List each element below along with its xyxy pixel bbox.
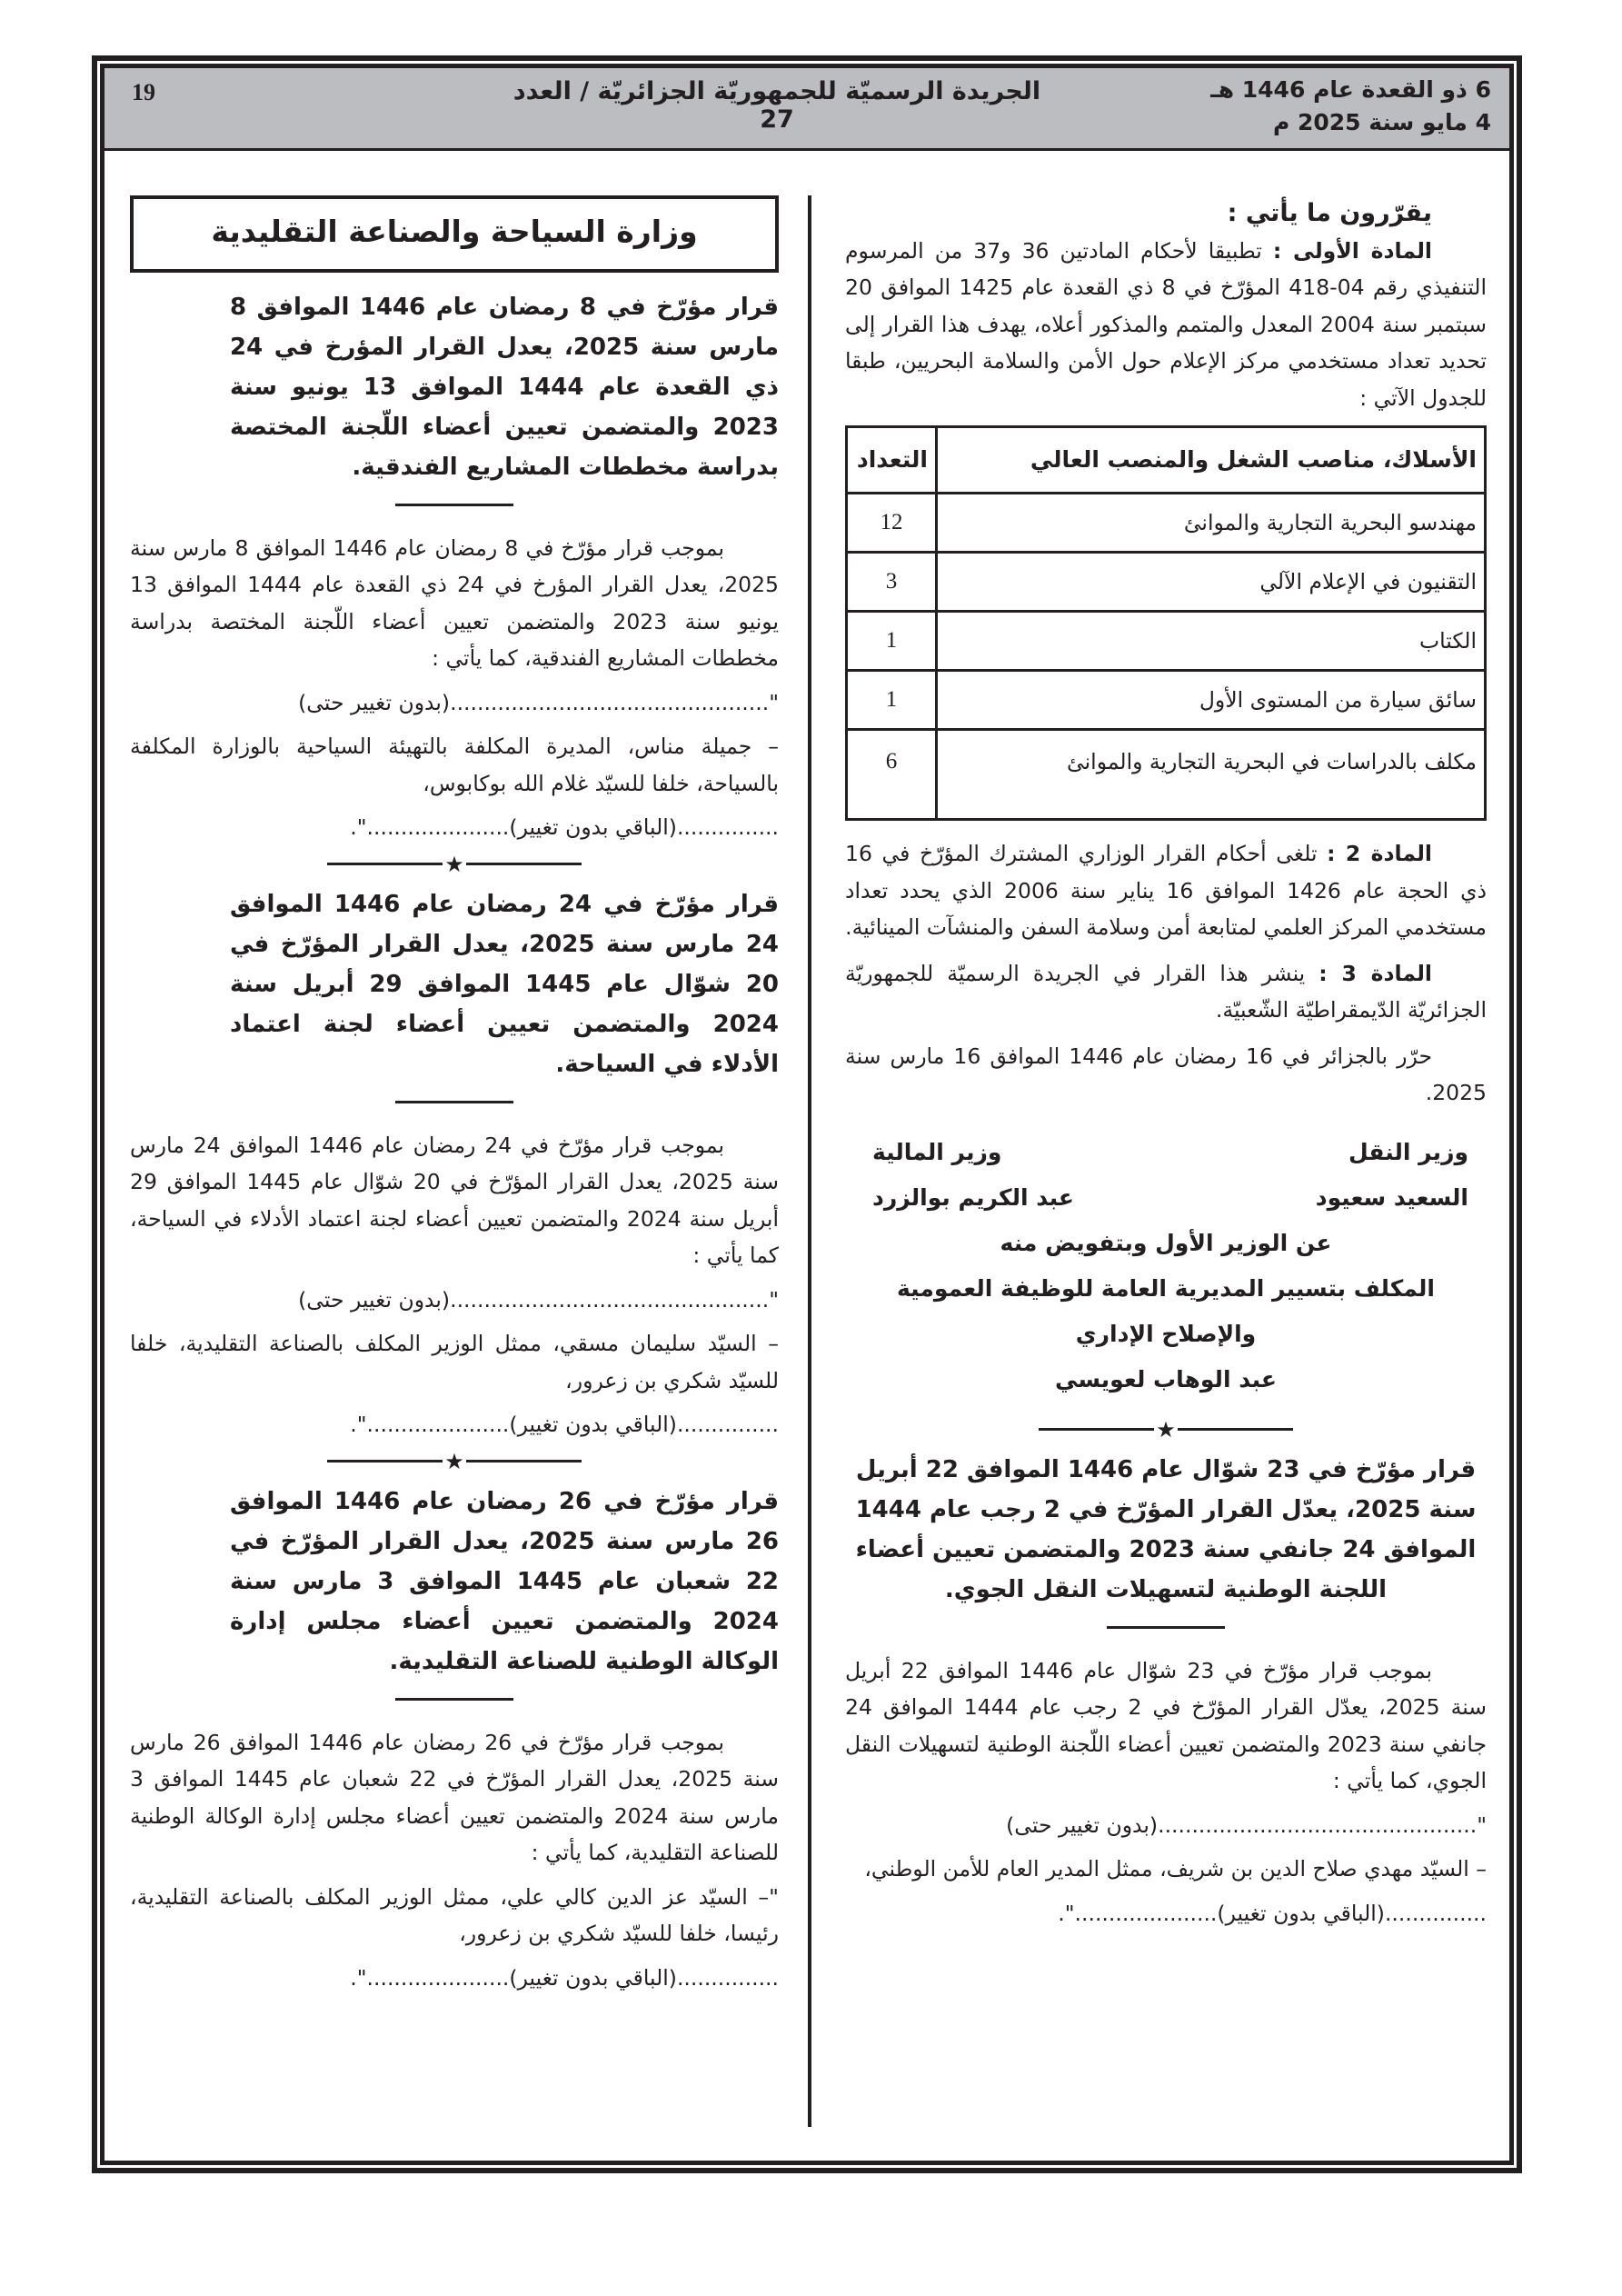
staffing-table — [845, 425, 1487, 821]
star-separator — [327, 851, 582, 877]
pm-delegate-title-1: المكلف بتسيير المديرية العامة للوظيفة العمومية — [896, 1274, 1435, 1302]
decision-body: بموجب قرار مؤرّخ في 24 رمضان عام 1446 الموافق 24 مارس سنة 2025، يعدل القرار المؤرّخ في 20 شوّال عام 1445 الموافق 29 أبريل سنة 2024 والمتضمن تعيين أعضاء لجنة اعتماد الأدلاء في السياحة، كما يأتي : — [130, 1132, 779, 1268]
cell-position: مكلف بالدراسات في البحرية التجارية والموانئ — [937, 730, 1486, 820]
page-number: 19 — [132, 79, 155, 105]
cell-count: 1 — [847, 671, 937, 730]
gregorian-date: 4 مايو سنة 2025 م — [1272, 109, 1491, 135]
unchanged-until: "...............................................(بدون تغيير حتى) — [298, 689, 779, 715]
table-row — [847, 730, 1486, 820]
short-separator — [1107, 1626, 1225, 1629]
member-item: "– السيّد عز الدين كالي علي، ممثل الوزير المكلف بالصناعة التقليدية، رئيسا، خلفا للسيّد شكري بن زعرور، — [130, 1883, 779, 1946]
decision-body: بموجب قرار مؤرّخ في 8 رمضان عام 1446 الموافق 8 مارس سنة 2025، يعدل القرار المؤرخ في 24 ذي القعدة عام 1444 الموافق 13 يونيو سنة 2023 والمتضمن تعيين أعضاء اللّجنة المختصة بدراسة مخططات المشاريع الفندقية، كما يأتي : — [130, 534, 779, 671]
member-item: – السيّد سليمان مسقي، ممثل الوزير المكلف بالصناعة التقليدية، خلفا للسيّد شكري بن زعرور، — [130, 1331, 779, 1393]
article-1 — [845, 233, 1487, 417]
decision-title: قرار مؤرّخ في 23 شوّال عام 1446 الموافق 22 أبريل سنة 2025، يعدّل القرار المؤرّخ في 2 رجب عام 1444 الموافق 24 جانفي سنة 2023 والمتضمن تعيين أعضاء اللجنة الوطنية لتسهيلات النقل الجوي. — [855, 1455, 1477, 1603]
minister-transport-name: السعيد سعيود — [1315, 1183, 1468, 1211]
star-separator — [327, 1448, 582, 1474]
star-icon: ★ — [1156, 1416, 1176, 1442]
column-header-count: التعداد — [847, 427, 937, 494]
cell-count: 1 — [847, 612, 937, 671]
short-separator — [395, 1101, 513, 1103]
decision-body: بموجب قرار مؤرّخ في 26 رمضان عام 1446 الموافق 26 مارس سنة 2025، يعدل القرار المؤرّخ في 22 شعبان عام 1445 الموافق 3 مارس سنة 2024 والمتضمن تعيين أعضاء مجلس إدارة الوكالة الوطنية للصناعة التقليدية، كما يأتي : — [130, 1729, 779, 1865]
cell-position: التقنيون في الإعلام الآلي — [937, 553, 1486, 612]
table-row — [847, 553, 1486, 612]
pm-delegate-name: عبد الوهاب لعويسي — [1055, 1365, 1277, 1393]
article-2-text: تلغى أحكام القرار الوزاري المشترك المؤرّخ في 16 ذي الحجة عام 1426 الموافق 16 يناير سنة 2006 الذي يحدد تعداد مستخدمي المركز العلمي لمتابعة أمن وسلامة السفن والمنشآت المينائية. — [845, 841, 1488, 940]
table-row — [847, 671, 1486, 730]
minister-finance-title: وزير المالية — [872, 1138, 1002, 1165]
signatory-titles-row — [845, 1130, 1487, 1175]
article-1-label: المادة الأولى : — [1272, 237, 1432, 264]
unchanged-until: "...............................................(بدون تغيير حتى) — [1006, 1812, 1487, 1838]
right-column — [845, 195, 1487, 1939]
table-row — [847, 612, 1486, 671]
cell-position: سائق سيارة من المستوى الأول — [937, 671, 1486, 730]
article-3-label: المادة 3 : — [1318, 960, 1432, 986]
column-header-position: الأسلاك، مناصب الشغل والمنصب العالي — [937, 427, 1486, 494]
issue-date — [1210, 74, 1491, 139]
minister-finance-name: عبد الكريم بوالزرد — [872, 1183, 1074, 1211]
cell-count: 6 — [847, 730, 937, 820]
star-separator — [1039, 1416, 1293, 1442]
decision-title: قرار مؤرّخ في 24 رمضان عام 1446 الموافق 24 مارس سنة 2025، يعدل القرار المؤرّخ في 20 شوّال عام 1445 الموافق 29 أبريل سنة 2024 والمتضمن تعيين أعضاء لجنة اعتماد الأدلاء في السياحة. — [230, 890, 780, 1078]
cell-count: 12 — [847, 494, 937, 553]
star-icon: ★ — [444, 851, 464, 877]
short-separator — [395, 504, 513, 506]
short-separator — [395, 1698, 513, 1701]
table-header-row — [847, 427, 1486, 494]
column-divider — [808, 195, 811, 2127]
pm-delegation: عن الوزير الأول وبتفويض منه — [1000, 1229, 1332, 1256]
journal-title: الجريدة الرسميّة للجمهوريّة الجزائريّة / العدد 27 — [512, 77, 1041, 134]
page-header — [104, 68, 1509, 151]
article-3-text: ينشر هذا القرار في الجريدة الرسميّة للجمهوريّة الجزائريّة الدّيمقراطيّة الشّعبيّة. — [845, 960, 1487, 1023]
signatory-names-row — [845, 1175, 1487, 1221]
cell-position: الكتاب — [937, 612, 1486, 671]
hijri-date: 6 ذو القعدة عام 1446 هـ — [1210, 76, 1491, 103]
rest-unchanged: ...............(الباقي بدون تغيير).....................". — [350, 814, 779, 840]
unchanged-until: "...............................................(بدون تغيير حتى) — [298, 1286, 779, 1313]
rest-unchanged: ...............(الباقي بدون تغيير).....................". — [350, 1964, 779, 1991]
decision-title: قرار مؤرّخ في 8 رمضان عام 1446 الموافق 8 مارس سنة 2025، يعدل القرار المؤرخ في 24 ذي القعدة عام 1444 الموافق 13 يونيو سنة 2023 والمتضمن تعيين أعضاء اللّجنة المختصة بدراسة مخططات المشاريع الفندقية. — [230, 293, 779, 481]
left-column — [130, 195, 779, 2003]
article-2-label: المادة 2 : — [1327, 841, 1432, 866]
pm-delegate-title-2: والإصلاح الإداري — [1075, 1320, 1257, 1347]
cell-count: 3 — [847, 553, 937, 612]
member-item: – السيّد مهدي صلاح الدين بن شريف، ممثل المدير العام للأمن الوطني، — [864, 1856, 1487, 1882]
star-icon: ★ — [444, 1448, 464, 1474]
decides-heading: يقرّرون ما يأتي : — [1227, 199, 1432, 227]
member-item: – جميلة مناس، المديرة المكلفة بالتهيئة السياحية بالوزارة المكلفة بالسياحة، خلفا للسيّد غلام الله بوكابوس، — [130, 734, 779, 796]
table-row — [847, 494, 1486, 553]
rest-unchanged: ...............(الباقي بدون تغيير).....................". — [350, 1412, 779, 1437]
article-1-text: تطبيقا لأحكام المادتين 36 و37 من المرسوم التنفيذي رقم 04-418 المؤرّخ في 8 ذي القعدة عام 1425 الموافق 20 سبتمبر سنة 2004 المعدل والمتمم والمذكور أعلاه، يهدف هذا القرار إلى تحديد تعداد مستخدمي مركز الإعلام حول الأمن والسلامة البحريين، طبقا للجدول الآتي : — [845, 237, 1487, 411]
article-3 — [845, 955, 1487, 1029]
rest-unchanged: ...............(الباقي بدون تغيير).....................". — [1058, 1900, 1487, 1926]
ministry-heading: وزارة السياحة والصناعة التقليدية — [130, 195, 779, 273]
article-2 — [845, 835, 1487, 946]
minister-transport-title: وزير النقل — [1348, 1138, 1468, 1165]
decision-title: قرار مؤرّخ في 26 رمضان عام 1446 الموافق 26 مارس سنة 2025، يعدل القرار المؤرّخ في 22 شعبان عام 1445 الموافق 3 مارس سنة 2024 والمتضمن تعيين أعضاء مجلس إدارة الوكالة الوطنية للصناعة التقليدية. — [230, 1487, 780, 1675]
cell-position: مهندسو البحرية التجارية والموانئ — [937, 494, 1486, 553]
decision-body: بموجب قرار مؤرّخ في 23 شوّال عام 1446 الموافق 22 أبريل سنة 2025، يعدّل القرار المؤرّخ في 2 رجب عام 1444 الموافق 24 جانفي سنة 2023 والمتضمن تعيين أعضاء اللّجنة الوطنية لتسهيلات النقل الجوي، كما يأتي : — [845, 1657, 1488, 1793]
signed-at: حرّر بالجزائر في 16 رمضان عام 1446 الموافق 16 مارس سنة 2025. — [845, 1043, 1487, 1105]
